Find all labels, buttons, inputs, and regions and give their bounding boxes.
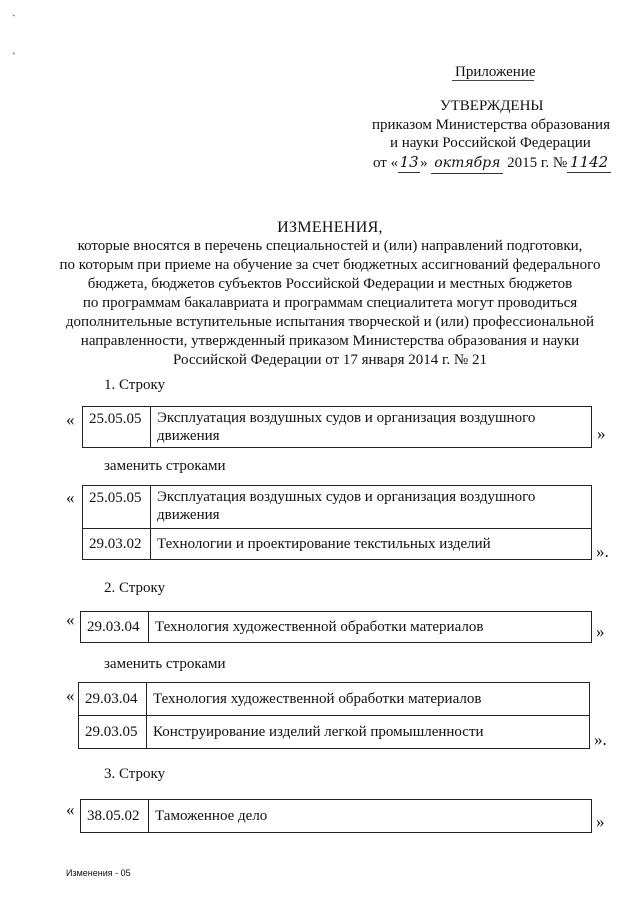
title-line: по программам бакалавриата и программам специалитета могут проводиться <box>82 295 578 311</box>
table-row <box>83 529 592 560</box>
section-1-label: 1. Строку <box>104 377 166 393</box>
specialty-name: Технология художественной обработки материалов <box>149 612 592 643</box>
specialty-code: 29.03.02 <box>83 529 151 560</box>
specialty-name: Таможенное дело <box>149 800 592 833</box>
title-main: ИЗМЕНЕНИЯ, <box>277 219 383 236</box>
title-line: бюджета, бюджетов субъектов Российской Федерации и местных бюджетов <box>87 276 573 292</box>
open-quote: « <box>66 410 75 429</box>
section-1-replacement-table <box>82 485 592 560</box>
specialty-code: 25.05.05 <box>83 486 151 529</box>
section-2-replacement-table <box>78 682 590 749</box>
date-year: 2015 г. № <box>507 155 568 171</box>
title-line: дополнительные вступительные испытания творческой и (или) профессиональной <box>65 314 595 330</box>
specialty-name: Технологии и проектирование текстильных изделий <box>151 529 592 560</box>
specialty-name: Эксплуатация воздушных судов и организация воздушного движения <box>151 407 592 448</box>
open-quote: « <box>66 686 75 705</box>
close-quote-dot: ». <box>596 542 609 561</box>
section-3-original-table <box>80 799 592 833</box>
table-row <box>79 716 590 749</box>
date-prefix: от « <box>373 155 399 171</box>
section-2-original-table <box>80 611 592 643</box>
specialty-code: 29.03.04 <box>81 612 149 643</box>
date-mid: » <box>420 155 428 171</box>
specialty-name: Технология художественной обработки материалов <box>147 683 590 716</box>
specialty-code: 25.05.05 <box>83 407 151 448</box>
section-2-label: 2. Строку <box>104 580 166 596</box>
scan-mark: ` <box>12 50 16 64</box>
open-quote: « <box>66 610 75 629</box>
title-line: направленности, утвержденный приказом Министерства образования и науки <box>80 333 580 349</box>
specialty-code: 29.03.05 <box>79 716 147 749</box>
table-row <box>79 683 590 716</box>
close-quote-dot: ». <box>594 730 607 749</box>
close-quote: » <box>596 812 605 831</box>
specialty-code: 29.03.04 <box>79 683 147 716</box>
table-row <box>81 800 592 833</box>
order-line-1: приказом Министерства образования <box>372 117 610 133</box>
table-row <box>83 407 592 448</box>
order-number: 1142 <box>567 152 611 173</box>
specialty-name: Эксплуатация воздушных судов и организация воздушного движения <box>151 486 592 529</box>
title-line: по которым при приеме на обучение за счет бюджетных ассигнований федерального <box>59 257 601 273</box>
date-day: 13 <box>399 153 419 171</box>
scan-mark: ` <box>12 12 16 26</box>
document-title <box>40 218 620 370</box>
date-month: октября <box>431 153 503 174</box>
table-row <box>81 612 592 643</box>
close-quote: » <box>596 622 605 641</box>
section-3-label: 3. Строку <box>104 766 166 782</box>
footer-label: Изменения - 05 <box>66 868 131 878</box>
section-1-replace-label: заменить строками <box>104 458 226 474</box>
order-date-line <box>373 152 611 174</box>
title-line: Российской Федерации от 17 января 2014 г. № 21 <box>172 352 487 368</box>
appendix-label: Приложение <box>455 64 536 80</box>
appendix-underline <box>452 80 534 81</box>
open-quote: « <box>66 488 75 507</box>
specialty-name: Конструирование изделий легкой промышленности <box>147 716 590 749</box>
approved-label: УТВЕРЖДЕНЫ <box>440 98 544 114</box>
section-2-replace-label: заменить строками <box>104 656 226 672</box>
section-1-original-table <box>82 406 592 448</box>
close-quote: » <box>597 424 606 443</box>
open-quote: « <box>66 800 75 819</box>
specialty-code: 38.05.02 <box>81 800 149 833</box>
table-row <box>83 486 592 529</box>
order-line-2: и науки Российской Федерации <box>390 135 591 151</box>
title-line: которые вносятся в перечень специальностей и (или) направлений подготовки, <box>77 238 583 254</box>
